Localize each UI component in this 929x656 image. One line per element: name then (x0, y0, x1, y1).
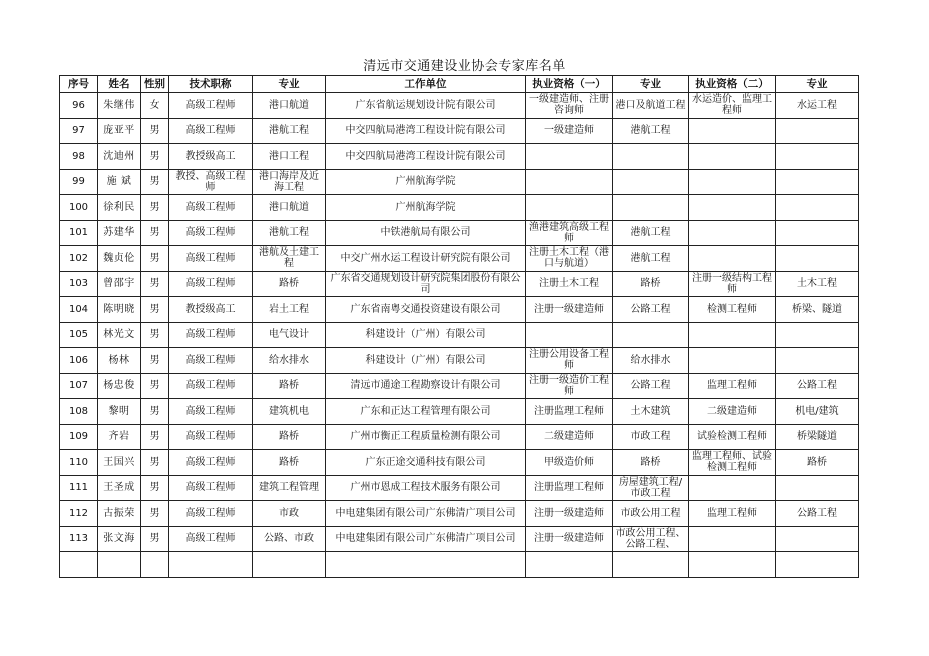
cell-q2 (689, 195, 776, 221)
cell-unit: 中电建集团有限公司广东佛清广项目公司 (326, 526, 526, 552)
cell-q1-major: 路桥 (613, 271, 689, 297)
cell-no: 109 (60, 424, 98, 450)
cell-title: 高级工程师 (169, 93, 253, 119)
cell-no: 104 (60, 297, 98, 323)
cell-q1 (526, 169, 613, 195)
cell-q2: 监理工程师 (689, 501, 776, 527)
cell-sex: 男 (141, 144, 169, 170)
cell-q1: 甲级造价师 (526, 450, 613, 476)
cell-title: 高级工程师 (169, 373, 253, 399)
cell-q1 (526, 195, 613, 221)
cell-q2-major: 公路工程 (776, 501, 859, 527)
cell-q2-major: 桥梁、隧道 (776, 297, 859, 323)
cell-q1: 一级建造师 (526, 118, 613, 144)
cell-q1-major: 市政公用工程 (613, 501, 689, 527)
cell-q2: 检测工程师 (689, 297, 776, 323)
cell-title: 高级工程师 (169, 399, 253, 425)
cell-q2-major (776, 144, 859, 170)
cell-name: 朱继伟 (98, 93, 141, 119)
table-row (60, 399, 859, 425)
cell-q1: 注册监理工程师 (526, 475, 613, 501)
cell-no: 96 (60, 93, 98, 119)
cell-title: 高级工程师 (169, 526, 253, 552)
cell-name: 杨忠俊 (98, 373, 141, 399)
cell-title: 高级工程师 (169, 450, 253, 476)
cell-no: 100 (60, 195, 98, 221)
cell-unit: 广东和正达工程管理有限公司 (326, 399, 526, 425)
cell-q2-major (776, 322, 859, 348)
header-cell: 执业资格（二） (689, 76, 776, 93)
cell-title: 高级工程师 (169, 271, 253, 297)
cell-q1-major: 港航工程 (613, 246, 689, 272)
header-cell: 专业 (613, 76, 689, 93)
cell-major: 岩土工程 (253, 297, 326, 323)
cell-q1-major: 港航工程 (613, 220, 689, 246)
table-row (60, 450, 859, 476)
cell-title: 教授级高工 (169, 144, 253, 170)
table-row (60, 93, 859, 119)
cell-sex: 男 (141, 373, 169, 399)
table-row (60, 373, 859, 399)
cell-sex: 男 (141, 169, 169, 195)
cell-sex: 男 (141, 526, 169, 552)
cell-major: 路桥 (253, 271, 326, 297)
cell-title: 高级工程师 (169, 475, 253, 501)
cell-no: 98 (60, 144, 98, 170)
cell-major: 路桥 (253, 450, 326, 476)
cell-title: 高级工程师 (169, 118, 253, 144)
cell-q2-major: 路桥 (776, 450, 859, 476)
cell-no: 113 (60, 526, 98, 552)
cell-q1: 注册一级建造师 (526, 297, 613, 323)
cell-title: 高级工程师 (169, 220, 253, 246)
table-row (60, 501, 859, 527)
table-row (60, 424, 859, 450)
cell-unit: 中铁港航局有限公司 (326, 220, 526, 246)
cell-name: 施 斌 (98, 169, 141, 195)
cell-unit: 中交四航局港湾工程设计院有限公司 (326, 118, 526, 144)
cell-q2-major (776, 348, 859, 374)
cell-q2: 监理工程师、试验检测工程师 (689, 450, 776, 476)
cell-no: 108 (60, 399, 98, 425)
cell-q2-major: 公路工程 (776, 373, 859, 399)
table-row (60, 195, 859, 221)
cell-unit: 广州航海学院 (326, 195, 526, 221)
cell-major: 港航工程 (253, 220, 326, 246)
cell-q2: 试验检测工程师 (689, 424, 776, 450)
cell-major: 港口航道 (253, 93, 326, 119)
cell-no: 102 (60, 246, 98, 272)
cell-sex: 男 (141, 424, 169, 450)
cell-name: 古振荣 (98, 501, 141, 527)
cell-q2-major (776, 246, 859, 272)
table-row (60, 118, 859, 144)
cell-title: 教授级高工 (169, 297, 253, 323)
cell-q1: 注册土木工程（港口与航道） (526, 246, 613, 272)
table-row (60, 246, 859, 272)
cell-q2 (689, 322, 776, 348)
cell-major: 电气设计 (253, 322, 326, 348)
cell-q2-major: 桥梁隧道 (776, 424, 859, 450)
table-row (60, 271, 859, 297)
cell-q1: 注册土木工程 (526, 271, 613, 297)
header-cell: 执业资格（一） (526, 76, 613, 93)
cell-q1-major: 市政工程 (613, 424, 689, 450)
cell-major: 港航及土建工程 (253, 246, 326, 272)
header-cell: 专业 (253, 76, 326, 93)
cell-name: 徐利民 (98, 195, 141, 221)
cell-q2 (689, 144, 776, 170)
cell-sex: 男 (141, 475, 169, 501)
cell-unit: 科建设计（广州）有限公司 (326, 322, 526, 348)
cell-name: 苏建华 (98, 220, 141, 246)
cell-name: 庞亚平 (98, 118, 141, 144)
cell-q2-major: 水运工程 (776, 93, 859, 119)
cell-q1-major (613, 322, 689, 348)
cell-q1-major: 房屋建筑工程/市政工程 (613, 475, 689, 501)
cell-q1-major: 公路工程 (613, 373, 689, 399)
cell-major: 建筑机电 (253, 399, 326, 425)
cell-title: 高级工程师 (169, 348, 253, 374)
cell-sex: 男 (141, 297, 169, 323)
cell-q1: 一级建造师、注册咨询师 (526, 93, 613, 119)
cell-unit: 广州市恩成工程技术服务有限公司 (326, 475, 526, 501)
cell-q2 (689, 348, 776, 374)
cell-no: 105 (60, 322, 98, 348)
cell-no: 107 (60, 373, 98, 399)
page-title: 清远市交通建设业协会专家库名单 (363, 59, 566, 74)
cell-sex: 男 (141, 220, 169, 246)
cell-no: 101 (60, 220, 98, 246)
header-cell: 工作单位 (326, 76, 526, 93)
cell-no: 99 (60, 169, 98, 195)
cell-name: 杨林 (98, 348, 141, 374)
cell-name: 魏贞伦 (98, 246, 141, 272)
cell-sex: 男 (141, 195, 169, 221)
cell-q1 (526, 322, 613, 348)
table-row (60, 348, 859, 374)
cell-q2: 监理工程师 (689, 373, 776, 399)
cell-q1: 注册一级建造师 (526, 501, 613, 527)
cell-no: 111 (60, 475, 98, 501)
cell-major: 建筑工程管理 (253, 475, 326, 501)
cell-no: 112 (60, 501, 98, 527)
cell-q1-major: 公路工程 (613, 297, 689, 323)
cell-q1: 注册公用设备工程师 (526, 348, 613, 374)
cell-q2-major (776, 475, 859, 501)
cell-q2-major (776, 169, 859, 195)
cell-no: 103 (60, 271, 98, 297)
cell-major: 港口航道 (253, 195, 326, 221)
cell-major: 路桥 (253, 373, 326, 399)
header-cell: 姓名 (98, 76, 141, 93)
cell-title: 高级工程师 (169, 501, 253, 527)
cell-name: 陈明晓 (98, 297, 141, 323)
cell-q1: 注册监理工程师 (526, 399, 613, 425)
cell-q1-major: 港口及航道工程 (613, 93, 689, 119)
cell-sex: 男 (141, 246, 169, 272)
header-cell: 专业 (776, 76, 859, 93)
cell-q2-major (776, 220, 859, 246)
cell-q2-major (776, 195, 859, 221)
cell-q1-major (613, 169, 689, 195)
cell-unit: 广东省航运规划设计院有限公司 (326, 93, 526, 119)
cell-q2: 水运造价、监理工程师 (689, 93, 776, 119)
cell-title: 高级工程师 (169, 424, 253, 450)
table-row (60, 169, 859, 195)
cell-major: 港航工程 (253, 118, 326, 144)
cell-unit: 广州航海学院 (326, 169, 526, 195)
cell-title: 高级工程师 (169, 322, 253, 348)
cell-q1-major: 港航工程 (613, 118, 689, 144)
cell-unit: 广东省交通规划设计研究院集团股份有限公司 (326, 271, 526, 297)
cell-unit: 中交四航局港湾工程设计院有限公司 (326, 144, 526, 170)
cell-name: 张文海 (98, 526, 141, 552)
cell-name: 曾邵宇 (98, 271, 141, 297)
cell-q1-major: 路桥 (613, 450, 689, 476)
cell-q1: 二级建造师 (526, 424, 613, 450)
table-row (60, 322, 859, 348)
cell-q1: 注册一级造价工程师 (526, 373, 613, 399)
cell-q1-major (613, 144, 689, 170)
cell-major: 给水排水 (253, 348, 326, 374)
table-row-empty (60, 552, 859, 578)
cell-q2-major: 机电/建筑 (776, 399, 859, 425)
cell-q2 (689, 246, 776, 272)
cell-unit: 科建设计（广州）有限公司 (326, 348, 526, 374)
cell-sex: 女 (141, 93, 169, 119)
cell-sex: 男 (141, 348, 169, 374)
table-header-row (60, 76, 859, 93)
cell-q2 (689, 475, 776, 501)
cell-major: 港口海岸及近海工程 (253, 169, 326, 195)
header-cell: 序号 (60, 76, 98, 93)
cell-sex: 男 (141, 271, 169, 297)
table-row (60, 220, 859, 246)
cell-q1: 渔港建筑高级工程师 (526, 220, 613, 246)
cell-unit: 广东正途交通科技有限公司 (326, 450, 526, 476)
cell-no: 106 (60, 348, 98, 374)
cell-unit: 中电建集团有限公司广东佛清广项目公司 (326, 501, 526, 527)
cell-sex: 男 (141, 450, 169, 476)
cell-name: 黎明 (98, 399, 141, 425)
header-cell: 性别 (141, 76, 169, 93)
cell-no: 97 (60, 118, 98, 144)
header-cell: 技术职称 (169, 76, 253, 93)
cell-q2 (689, 526, 776, 552)
table-row (60, 144, 859, 170)
cell-q2: 注册一级结构工程师 (689, 271, 776, 297)
cell-unit: 广东省南粤交通投资建设有限公司 (326, 297, 526, 323)
cell-q2-major (776, 118, 859, 144)
cell-sex: 男 (141, 501, 169, 527)
cell-q1-major: 给水排水 (613, 348, 689, 374)
cell-q2 (689, 118, 776, 144)
cell-title: 高级工程师 (169, 246, 253, 272)
cell-major: 路桥 (253, 424, 326, 450)
cell-name: 林光文 (98, 322, 141, 348)
cell-q1-major: 市政公用工程、公路工程、 (613, 526, 689, 552)
cell-q1: 注册一级建造师 (526, 526, 613, 552)
cell-unit: 广州市衡正工程质量检测有限公司 (326, 424, 526, 450)
expert-table (59, 75, 859, 578)
table-row (60, 297, 859, 323)
cell-name: 沈迪州 (98, 144, 141, 170)
cell-sex: 男 (141, 399, 169, 425)
cell-q1-major: 土木建筑 (613, 399, 689, 425)
cell-unit: 中交广州水运工程设计研究院有限公司 (326, 246, 526, 272)
cell-q2-major (776, 526, 859, 552)
cell-title: 高级工程师 (169, 195, 253, 221)
table-row (60, 475, 859, 501)
cell-q1-major (613, 195, 689, 221)
cell-no: 110 (60, 450, 98, 476)
table-row (60, 526, 859, 552)
cell-q1 (526, 144, 613, 170)
cell-name: 齐岩 (98, 424, 141, 450)
cell-unit: 清远市通途工程勘察设计有限公司 (326, 373, 526, 399)
cell-title: 教授、高级工程师 (169, 169, 253, 195)
cell-q2: 二级建造师 (689, 399, 776, 425)
cell-major: 公路、市政 (253, 526, 326, 552)
cell-sex: 男 (141, 118, 169, 144)
cell-name: 王圣成 (98, 475, 141, 501)
cell-major: 市政 (253, 501, 326, 527)
cell-sex: 男 (141, 322, 169, 348)
cell-q2-major: 土木工程 (776, 271, 859, 297)
cell-major: 港口工程 (253, 144, 326, 170)
cell-name: 王国兴 (98, 450, 141, 476)
cell-q2 (689, 220, 776, 246)
cell-q2 (689, 169, 776, 195)
